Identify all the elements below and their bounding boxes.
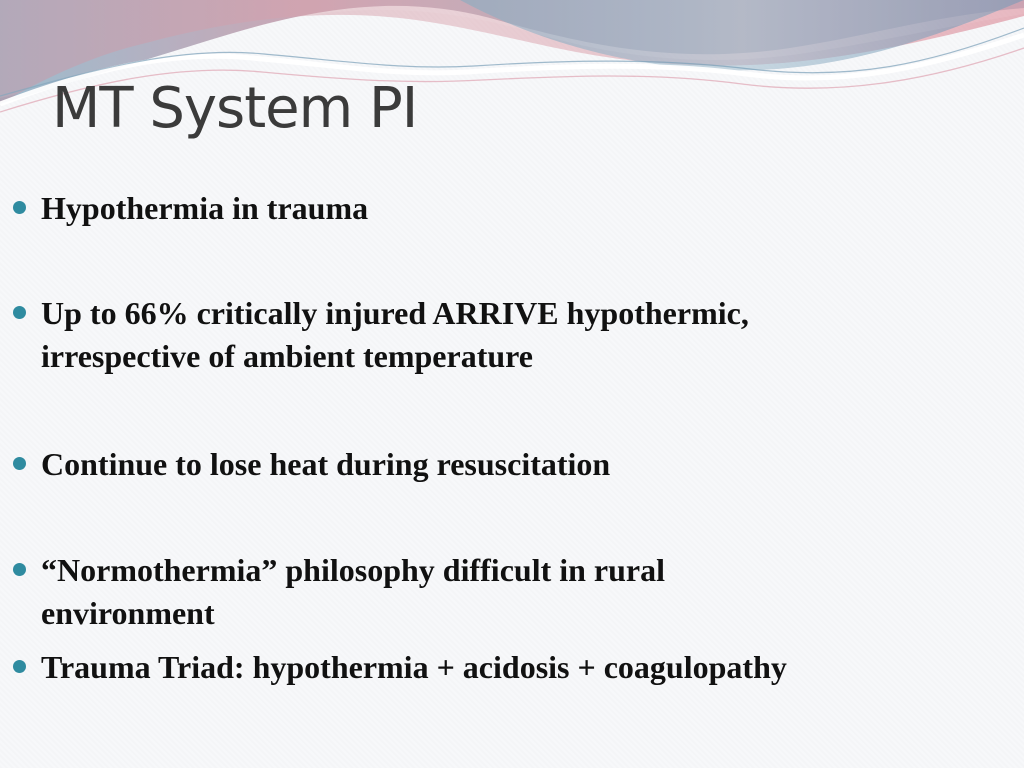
filled-circle-bullet-icon — [13, 201, 26, 214]
filled-circle-bullet-icon — [13, 660, 26, 673]
bullet-text: Trauma Triad: hypothermia + acidosis + coagulopathy — [41, 649, 787, 685]
bullet-text: Up to 66% critically injured ARRIVE hypothermic, irrespective of ambient temperature — [41, 295, 749, 374]
bullet-text: Hypothermia in trauma — [41, 190, 369, 226]
bullet-text: Continue to lose heat during resuscitation — [41, 446, 611, 482]
bullet-item-arrive-hypothermic — [41, 292, 981, 378]
slide-title: MT System PI — [52, 76, 418, 141]
filled-circle-bullet-icon — [13, 306, 26, 319]
filled-circle-bullet-icon — [13, 563, 26, 576]
filled-circle-bullet-icon — [13, 457, 26, 470]
bullet-item-continue-to-lose-heat — [41, 443, 981, 486]
bullet-text: “Normothermia” philosophy difficult in rural environment — [41, 552, 666, 631]
bullet-item-trauma-triad — [41, 646, 981, 689]
bullet-item-hypothermia-in-trauma — [41, 187, 981, 230]
bullet-item-normothermia-rural-environment — [41, 549, 981, 635]
